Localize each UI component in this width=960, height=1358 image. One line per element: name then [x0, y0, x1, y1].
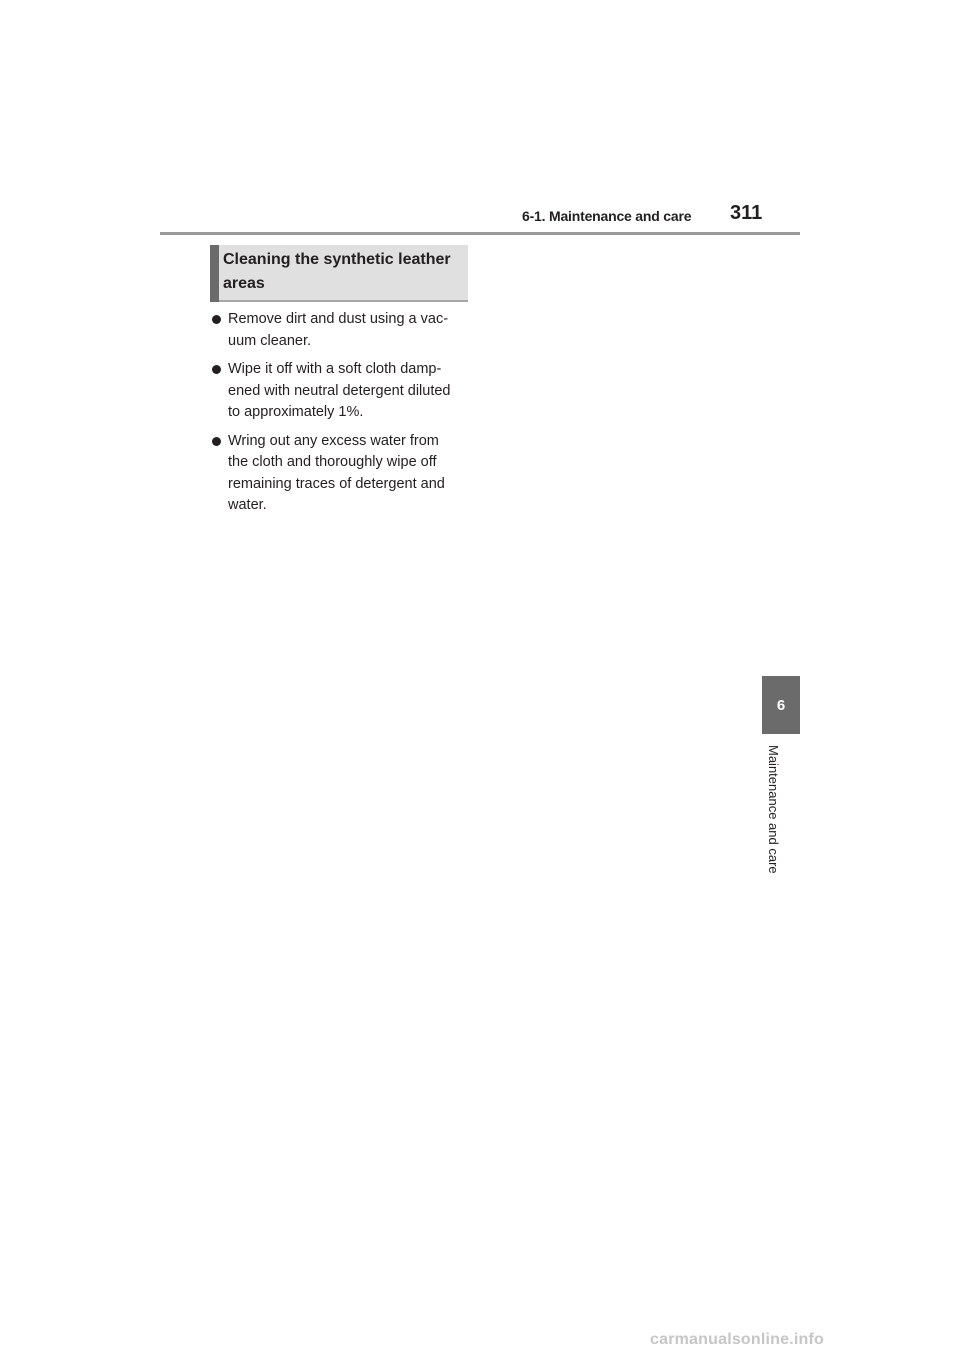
bullet-line: Wring out any excess water from [228, 432, 439, 449]
bullet-line: to approximately 1%. [228, 404, 364, 420]
bullet-item-wipe [212, 359, 468, 424]
bullet-dot-icon [212, 315, 221, 324]
bullet-item-vacuum [212, 309, 468, 352]
section-heading-accent-bar [210, 245, 219, 302]
bullet-line: uum cleaner. [228, 332, 312, 349]
bullet-line: Wipe it off with a soft cloth damp- [228, 361, 442, 377]
bullet-item-wring [212, 431, 468, 517]
bullet-line: remaining traces of detergent and [228, 475, 445, 492]
chapter-tab-label: Maintenance and care [766, 745, 781, 874]
page-number: 311 [730, 202, 763, 224]
bullet-line: water. [228, 497, 267, 513]
bullet-line: the cloth and thoroughly wipe off [228, 454, 437, 470]
section-heading-box [210, 245, 468, 302]
header-rule [160, 232, 800, 235]
section-heading-line-1: Cleaning the synthetic leather [223, 251, 451, 268]
section-heading-line-2: areas [223, 275, 265, 292]
bullet-dot-icon [212, 437, 221, 446]
bullet-line: ened with neutral detergent diluted [228, 382, 451, 399]
bullet-dot-icon [212, 365, 221, 374]
bullet-line: Remove dirt and dust using a vac- [228, 311, 449, 327]
watermark: carmanualsonline.info [650, 1331, 825, 1348]
section-heading-title [223, 248, 463, 296]
header-section-title: 6-1. Maintenance and care [522, 208, 692, 224]
chapter-tab: 6 [762, 676, 800, 734]
bullet-list [212, 309, 468, 524]
